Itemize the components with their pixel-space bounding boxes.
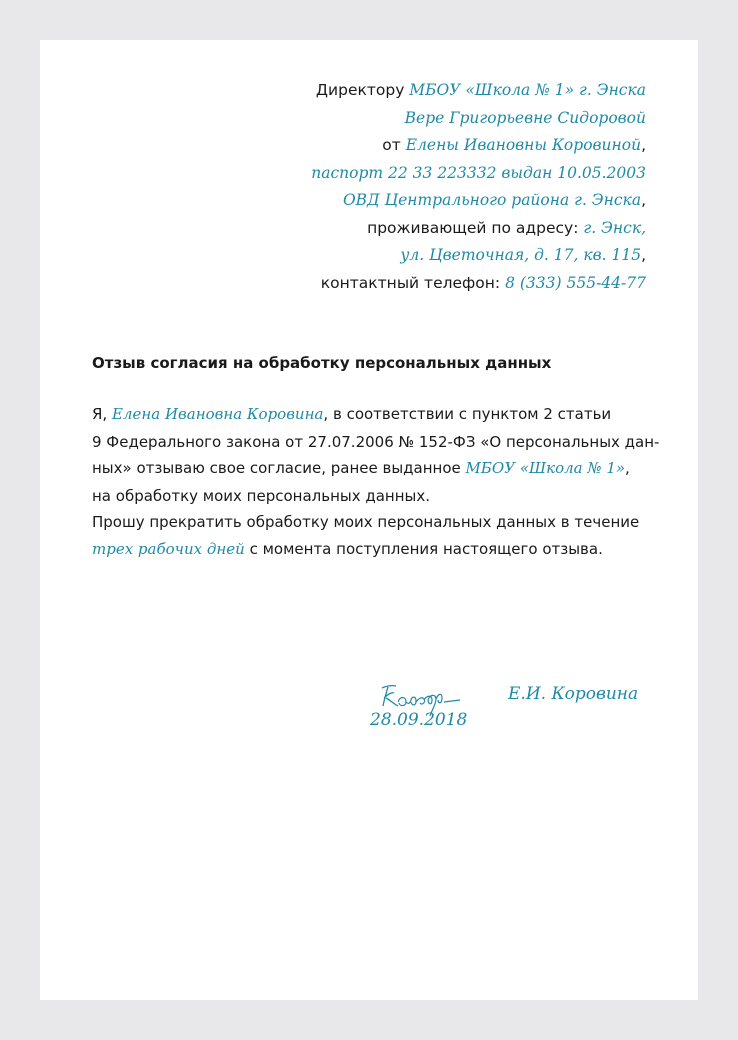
phone-line [311, 270, 646, 298]
addressee-director-line [311, 77, 646, 105]
body-text: с момента поступления настоящего отзыва. [244, 539, 603, 558]
passport-line [311, 160, 646, 188]
punct: , [641, 246, 646, 264]
body-text: Я, [92, 405, 112, 423]
label-from: от [382, 136, 406, 154]
signature-date: 28.09.2018 [370, 710, 468, 730]
punct: , [641, 136, 646, 154]
body-text: , в соответствии с пунктом 2 статьи [323, 405, 612, 423]
body-line-4: на обработку моих персональных данных. [92, 486, 431, 505]
document-title: Отзыв согласия на обработку персональных данных [92, 354, 552, 372]
body-line-2: 9 Федерального закона от 27.07.2006 № 152-ФЗ «О персональных дан- [92, 432, 660, 451]
sender-line [311, 132, 646, 160]
address-line [311, 215, 646, 243]
field-city: г. Энск, [583, 218, 646, 237]
field-passport: паспорт 22 33 223332 выдан 10.05.2003 [311, 163, 646, 182]
body-text: , [625, 459, 630, 477]
field-term: трех рабочих дней [92, 539, 245, 558]
body-text: ных» отзываю свое согласие, ранее выданное [92, 459, 466, 477]
label-phone: контактный телефон: [320, 273, 506, 292]
body-line-3 [92, 455, 652, 483]
field-phone: 8 (333) 555-44-77 [505, 273, 646, 292]
signer-name: Е.И. Коровина [508, 684, 639, 704]
field-organization: МБОУ «Школа № 1» г. Энска [409, 81, 646, 99]
document-page [40, 40, 698, 1000]
punct: , [641, 191, 646, 209]
addressee-name-line [311, 105, 646, 133]
body-line-5: Прошу прекратить обработку моих персональных данных в течение [92, 513, 640, 531]
street-line [311, 242, 646, 270]
field-passport-issuer: ОВД Центрального района г. Энска [342, 191, 642, 209]
field-street: ул. Цветочная, д. 17, кв. 115 [400, 246, 642, 264]
field-sender-name: Елены Ивановны Коровиной [405, 136, 642, 154]
addressee-block [311, 77, 646, 297]
label-director: Директору [315, 81, 410, 99]
label-address: проживающей по адресу: [367, 218, 584, 237]
document-body [92, 401, 660, 563]
body-line-1 [92, 401, 652, 429]
passport-issuer-line [311, 187, 646, 215]
field-organization-short: МБОУ «Школа № 1» [465, 459, 626, 477]
field-director-name: Вере Григорьевне Сидоровой [404, 108, 646, 127]
body-line-6 [92, 536, 652, 564]
field-applicant-name: Елена Ивановна Коровина [111, 405, 324, 423]
